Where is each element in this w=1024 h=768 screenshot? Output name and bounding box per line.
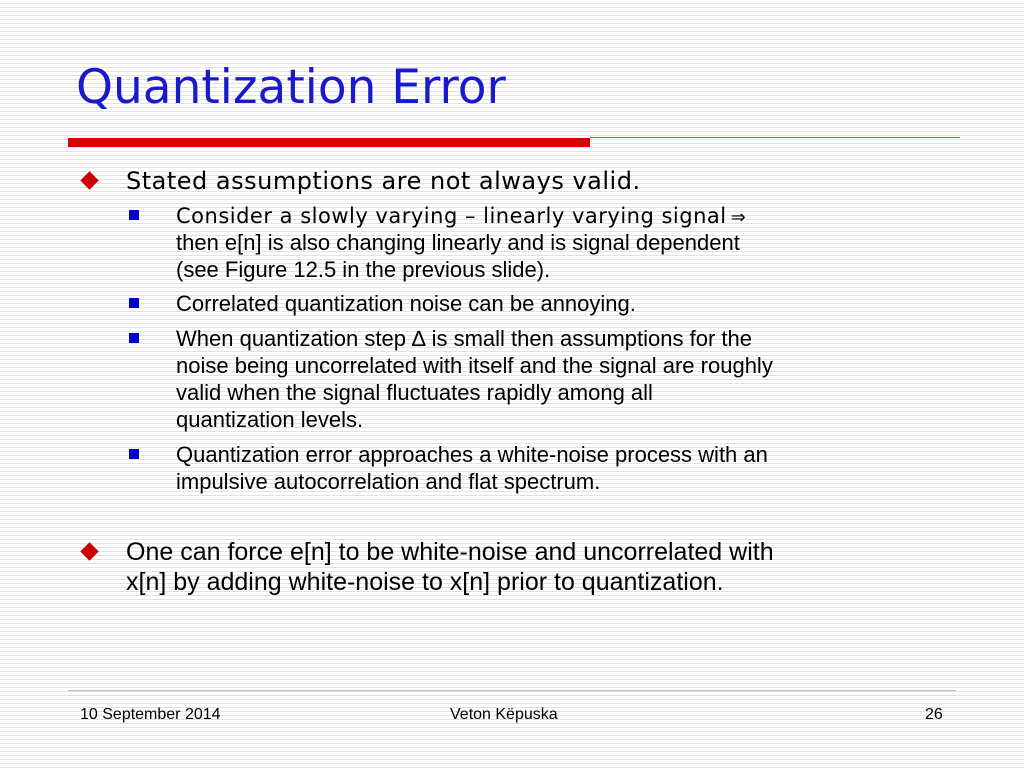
implies-arrow-icon: ⇒ xyxy=(730,207,746,228)
diamond-bullet-icon xyxy=(80,542,98,560)
subbullet-1-line-1-text: Consider a slowly varying – linearly varying signal xyxy=(176,204,727,228)
footer-author: Veton Këpuska xyxy=(450,706,558,723)
title-underline-thick xyxy=(68,138,590,147)
square-bullet-icon xyxy=(129,298,139,308)
subbullet-3-line-2: noise being uncorrelated with itself and the signal are roughly xyxy=(176,353,773,378)
bullet-1-text: Stated assumptions are not always valid. xyxy=(126,167,641,195)
subbullet-4-line-1: Quantization error approaches a white-noise process with an xyxy=(176,442,768,467)
bullet-2-line-1: One can force e[n] to be white-noise and uncorrelated with xyxy=(126,538,774,566)
slide-number: 26 xyxy=(925,706,943,723)
footer-divider xyxy=(68,690,956,691)
diamond-bullet-icon xyxy=(80,171,98,189)
footer-date: 10 September 2014 xyxy=(80,706,221,723)
square-bullet-icon xyxy=(129,449,139,459)
square-bullet-icon xyxy=(129,210,139,220)
square-bullet-icon xyxy=(129,333,139,343)
subbullet-3-line-4: quantization levels. xyxy=(176,407,364,432)
subbullet-1-line-3: (see Figure 12.5 in the previous slide). xyxy=(176,257,551,282)
subbullet-2-line-1: Correlated quantization noise can be annoying. xyxy=(176,291,636,316)
subbullet-3-line-1: When quantization step ∆ is small then assumptions for the xyxy=(176,326,752,351)
subbullet-3-line-3: valid when the signal fluctuates rapidly among all xyxy=(176,380,653,405)
subbullet-1-line-2: then e[n] is also changing linearly and is signal dependent xyxy=(176,230,740,255)
slide-title: Quantization Error xyxy=(76,60,506,115)
title-underline-thin xyxy=(590,137,960,138)
subbullet-1-line-1 xyxy=(176,202,746,231)
subbullet-4-line-2: impulsive autocorrelation and flat spectrum. xyxy=(176,469,601,494)
bullet-2-line-2: x[n] by adding white-noise to x[n] prior to quantization. xyxy=(126,568,724,596)
